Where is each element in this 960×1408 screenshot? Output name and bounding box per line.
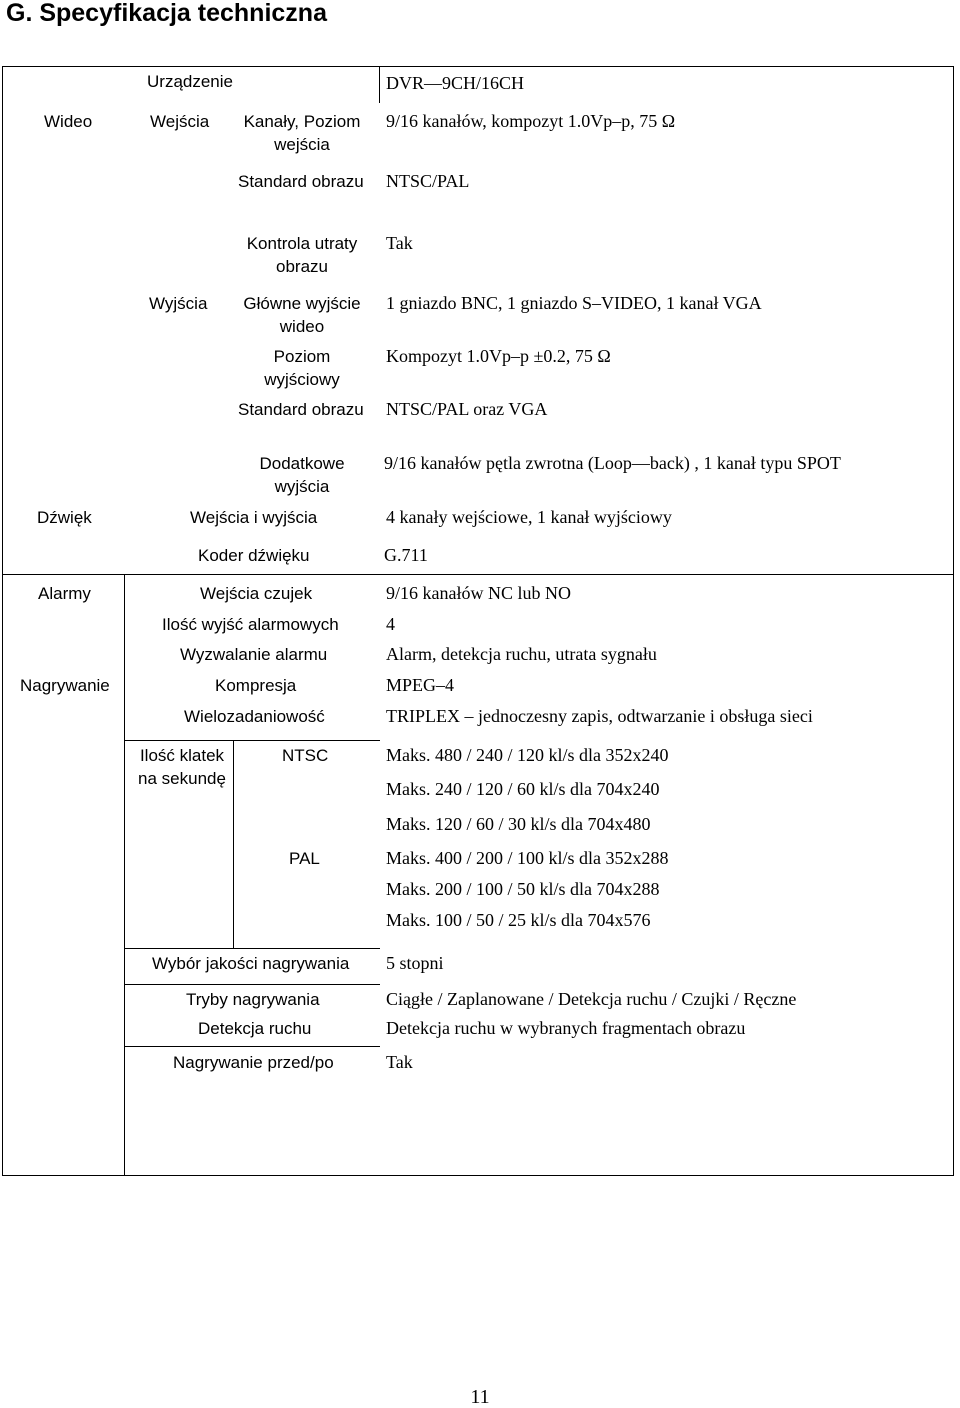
label-video-standard: Standard obrazu — [238, 172, 364, 191]
label-frame-rate: Ilość klatek na sekundę — [138, 746, 226, 788]
row-divider — [124, 948, 380, 949]
value-main-output: 1 gniazdo BNC, 1 gniazdo S–VIDEO, 1 kanał VGA — [386, 293, 762, 313]
value-audio-io: 4 kanały wejściowe, 1 kanał wyjściowy — [386, 507, 672, 527]
label-channels-level: Kanały, Poziom wejścia — [243, 112, 361, 154]
group-outputs: Wyjścia — [149, 294, 208, 313]
label-pre-post: Nagrywanie przed/po — [173, 1053, 334, 1072]
value-video-standard: NTSC/PAL — [386, 171, 470, 191]
label-ntsc: NTSC — [282, 746, 329, 765]
label-output-level: Poziom wyjściowy — [264, 347, 340, 389]
value-alarm-outputs: 4 — [386, 614, 395, 634]
value-ntsc-1: Maks. 480 / 240 / 120 kl/s dla 352x240 — [386, 745, 669, 765]
value-record-modes: Ciągłe / Zaplanowane / Detekcja ruchu / Czujki / Ręczne — [386, 989, 797, 1009]
value-pal-2: Maks. 200 / 100 / 50 kl/s dla 704x288 — [386, 879, 660, 899]
device-label: Urządzenie — [147, 72, 233, 91]
value-output-level: Kompozyt 1.0Vp–p ±0.2, 75 Ω — [386, 346, 611, 366]
device-value: DVR—9CH/16CH — [386, 73, 525, 93]
column-divider — [379, 66, 380, 103]
group-inputs: Wejścia — [150, 112, 210, 131]
label-audio-io: Wejścia i wyjścia — [190, 508, 318, 527]
section-title: G. Specyfikacja techniczna — [6, 0, 327, 27]
value-audio-codec: G.711 — [384, 545, 428, 565]
label-quality-select: Wybór jakości nagrywania — [152, 954, 350, 973]
label-multitasking: Wielozadaniowość — [184, 707, 325, 726]
value-pre-post: Tak — [386, 1052, 413, 1072]
label-alarm-outputs: Ilość wyjść alarmowych — [162, 615, 339, 634]
row-divider — [2, 574, 954, 575]
value-output-standard: NTSC/PAL oraz VGA — [386, 399, 548, 419]
value-multitasking: TRIPLEX – jednoczesny zapis, odtwarzanie i obsługa sieci — [386, 706, 813, 726]
label-loss-control: Kontrola utraty obrazu — [246, 234, 358, 276]
label-extra-outputs: Dodatkowe wyjścia — [259, 454, 345, 496]
category-recording: Nagrywanie — [20, 676, 110, 695]
value-quality-select: 5 stopni — [386, 953, 444, 973]
value-compression: MPEG–4 — [386, 675, 455, 695]
page-number: 11 — [470, 1386, 490, 1408]
label-motion-detection: Detekcja ruchu — [198, 1019, 312, 1038]
category-video: Wideo — [44, 112, 93, 131]
column-divider — [124, 574, 125, 1176]
value-channels-level: 9/16 kanałów, kompozyt 1.0Vp–p, 75 Ω — [386, 111, 676, 131]
label-alarm-trigger: Wyzwalanie alarmu — [180, 645, 328, 664]
label-audio-codec: Koder dźwięku — [198, 546, 310, 565]
row-divider — [124, 984, 380, 985]
value-motion-detection: Detekcja ruchu w wybranych fragmentach obrazu — [386, 1018, 746, 1038]
value-loss-control: Tak — [386, 233, 413, 253]
label-record-modes: Tryby nagrywania — [186, 990, 320, 1009]
label-output-standard: Standard obrazu — [238, 400, 364, 419]
value-ntsc-2: Maks. 240 / 120 / 60 kl/s dla 704x240 — [386, 779, 660, 799]
value-ntsc-3: Maks. 120 / 60 / 30 kl/s dla 704x480 — [386, 814, 651, 834]
value-sensor-inputs: 9/16 kanałów NC lub NO — [386, 583, 571, 603]
label-sensor-inputs: Wejścia czujek — [200, 584, 313, 603]
row-divider — [124, 1046, 380, 1047]
label-compression: Kompresja — [215, 676, 297, 695]
label-pal: PAL — [289, 849, 320, 868]
value-alarm-trigger: Alarm, detekcja ruchu, utrata sygnału — [386, 644, 657, 664]
category-alarms: Alarmy — [38, 584, 91, 603]
label-main-output: Główne wyjście wideo — [243, 294, 361, 336]
value-pal-1: Maks. 400 / 200 / 100 kl/s dla 352x288 — [386, 848, 669, 868]
category-audio: Dźwięk — [37, 508, 92, 527]
column-divider — [233, 740, 234, 948]
value-pal-3: Maks. 100 / 50 / 25 kl/s dla 704x576 — [386, 910, 651, 930]
value-extra-outputs: 9/16 kanałów pętla zwrotna (Loop—back) , 1 kanał typu SPOT — [384, 453, 841, 473]
row-divider — [124, 740, 380, 741]
